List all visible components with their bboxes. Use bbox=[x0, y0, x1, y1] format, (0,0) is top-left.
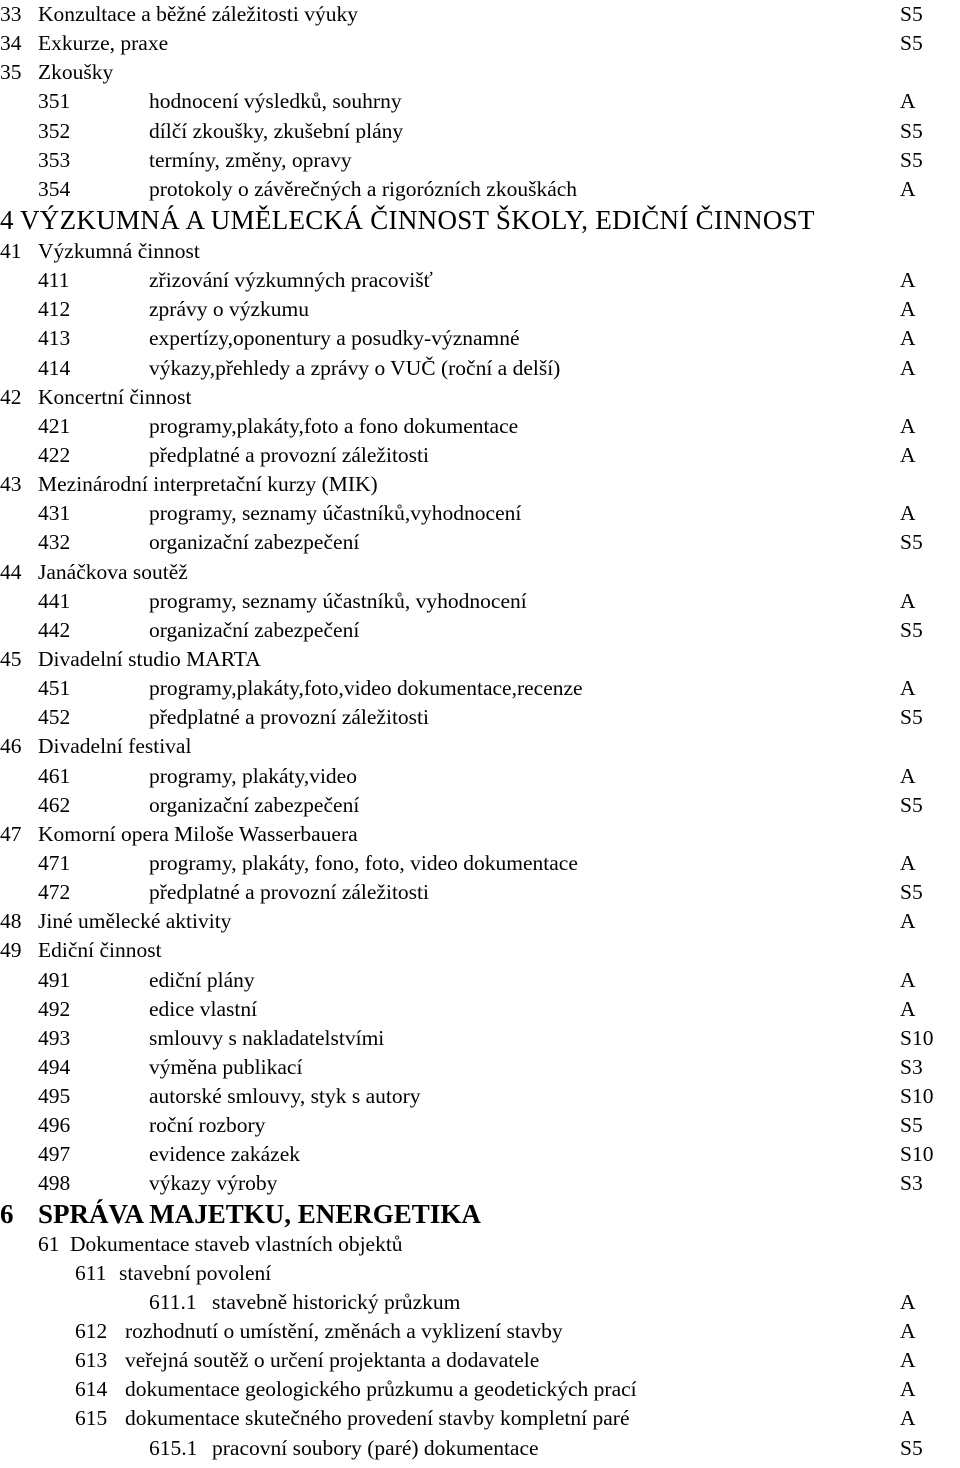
list-item bbox=[0, 878, 960, 907]
retention-code: A bbox=[900, 588, 916, 613]
retention-code: A bbox=[900, 442, 916, 467]
item-number: 49 bbox=[0, 938, 22, 963]
list-item bbox=[0, 791, 960, 820]
item-label: Jiné umělecké aktivity bbox=[38, 909, 232, 934]
list-item bbox=[0, 266, 960, 295]
item-label: organizační zabezpečení bbox=[149, 792, 360, 817]
list-item bbox=[0, 1346, 960, 1375]
group-row bbox=[0, 237, 960, 266]
list-item bbox=[0, 995, 960, 1024]
item-label: výměna publikací bbox=[149, 1054, 303, 1079]
list-item bbox=[0, 1053, 960, 1082]
item-number: 422 bbox=[38, 442, 71, 467]
item-number: 496 bbox=[38, 1113, 71, 1138]
item-number: 412 bbox=[38, 297, 71, 322]
item-number: 461 bbox=[38, 763, 71, 788]
item-label: Dokumentace staveb vlastních objektů bbox=[70, 1231, 403, 1256]
retention-code: A bbox=[900, 297, 916, 322]
list-item bbox=[0, 117, 960, 146]
retention-code: A bbox=[900, 501, 916, 526]
section-heading bbox=[0, 1199, 960, 1230]
item-label: termíny, změny, opravy bbox=[149, 147, 352, 172]
item-label: dílčí zkoušky, zkušební plány bbox=[149, 118, 404, 143]
item-number: 615 bbox=[75, 1406, 108, 1431]
item-label: organizační zabezpečení bbox=[149, 530, 360, 555]
item-number: 351 bbox=[38, 89, 71, 114]
item-label: výkazy,přehledy a zprávy o VUČ (roční a delší) bbox=[149, 355, 561, 380]
item-label: SPRÁVA MAJETKU, ENERGETIKA bbox=[38, 1198, 481, 1229]
retention-code: S5 bbox=[900, 705, 923, 730]
retention-code: S10 bbox=[900, 1025, 934, 1050]
item-label: evidence zakázek bbox=[149, 1142, 300, 1167]
item-label: stavebně historický průzkum bbox=[212, 1289, 461, 1314]
item-number: 354 bbox=[38, 176, 71, 201]
item-label: Exkurze, praxe bbox=[38, 31, 169, 56]
group-row bbox=[0, 470, 960, 499]
item-label: programy, seznamy účastníků, vyhodnocení bbox=[149, 588, 527, 613]
item-number: 614 bbox=[75, 1377, 108, 1402]
item-label: programy, seznamy účastníků,vyhodnocení bbox=[149, 501, 522, 526]
list-item bbox=[0, 1140, 960, 1169]
list-item bbox=[0, 1024, 960, 1053]
list-item bbox=[0, 295, 960, 324]
group-row bbox=[0, 383, 960, 412]
item-label: zprávy o výzkumu bbox=[149, 297, 310, 322]
list-item bbox=[0, 354, 960, 383]
list-item bbox=[0, 616, 960, 645]
item-label: veřejná soutěž o určení projektanta a dodavatele bbox=[125, 1348, 540, 1373]
list-item bbox=[0, 1404, 960, 1433]
item-label: programy,plakáty,foto,video dokumentace,recenze bbox=[149, 676, 583, 701]
list-item bbox=[0, 674, 960, 703]
item-number: 44 bbox=[0, 559, 22, 584]
item-label: protokoly o závěrečných a rigorózních zkouškách bbox=[149, 176, 578, 201]
retention-code: S5 bbox=[900, 617, 923, 642]
item-label: organizační zabezpečení bbox=[149, 617, 360, 642]
retention-code: S10 bbox=[900, 1142, 934, 1167]
group-row bbox=[0, 907, 960, 936]
list-item bbox=[0, 587, 960, 616]
item-number: 41 bbox=[0, 238, 22, 263]
list-item bbox=[0, 1375, 960, 1404]
retention-code: A bbox=[900, 1319, 916, 1344]
item-label: stavební povolení bbox=[119, 1260, 272, 1285]
item-number: 421 bbox=[38, 413, 71, 438]
retention-code: A bbox=[900, 268, 916, 293]
item-label: Konzultace a běžné záležitosti výuky bbox=[38, 2, 358, 26]
list-item bbox=[0, 499, 960, 528]
item-number: 353 bbox=[38, 147, 71, 172]
item-label: hodnocení výsledků, souhrny bbox=[149, 89, 402, 114]
retention-code: S5 bbox=[900, 1435, 923, 1460]
item-number: 33 bbox=[0, 2, 22, 26]
item-number: 498 bbox=[38, 1171, 71, 1196]
list-item bbox=[0, 441, 960, 470]
item-label: roční rozbory bbox=[149, 1113, 266, 1138]
group-row bbox=[0, 820, 960, 849]
retention-code: A bbox=[900, 326, 916, 351]
item-label: Ediční činnost bbox=[38, 938, 162, 963]
item-label: předplatné a provozní záležitosti bbox=[149, 880, 429, 905]
item-number: 613 bbox=[75, 1348, 108, 1373]
retention-code: S5 bbox=[900, 880, 923, 905]
retention-code: A bbox=[900, 909, 916, 934]
item-number: 431 bbox=[38, 501, 71, 526]
item-label: expertízy,oponentury a posudky-významné bbox=[149, 326, 520, 351]
item-number: 441 bbox=[38, 588, 71, 613]
item-number: 6 bbox=[0, 1198, 14, 1229]
retention-code: A bbox=[900, 1289, 916, 1314]
item-label: Koncertní činnost bbox=[38, 384, 192, 409]
item-label: výkazy výroby bbox=[149, 1171, 278, 1196]
item-number: 452 bbox=[38, 705, 71, 730]
list-item bbox=[0, 146, 960, 175]
list-item bbox=[0, 528, 960, 557]
group-row bbox=[0, 645, 960, 674]
item-label: Výzkumná činnost bbox=[38, 238, 200, 263]
item-label: Mezinárodní interpretační kurzy (MIK) bbox=[38, 472, 378, 497]
list-item bbox=[0, 412, 960, 441]
retention-code: A bbox=[900, 355, 916, 380]
retention-code: S3 bbox=[900, 1171, 923, 1196]
retention-code: A bbox=[900, 1406, 916, 1431]
item-number: 34 bbox=[0, 31, 22, 56]
list-item bbox=[0, 762, 960, 791]
retention-code: A bbox=[900, 763, 916, 788]
retention-code: A bbox=[900, 176, 916, 201]
group-row bbox=[0, 732, 960, 761]
item-label: předplatné a provozní záležitosti bbox=[149, 442, 429, 467]
item-label: pracovní soubory (paré) dokumentace bbox=[212, 1435, 539, 1460]
item-label: edice vlastní bbox=[149, 996, 258, 1021]
retention-code: S5 bbox=[900, 792, 923, 817]
item-label: Divadelní studio MARTA bbox=[38, 646, 261, 671]
group-row bbox=[0, 558, 960, 587]
item-number: 42 bbox=[0, 384, 22, 409]
list-item bbox=[0, 1259, 960, 1288]
retention-code: S3 bbox=[900, 1054, 923, 1079]
retention-code: A bbox=[900, 676, 916, 701]
item-label: programy, plakáty,video bbox=[149, 763, 357, 788]
item-label: dokumentace geologického průzkumu a geodetických prací bbox=[125, 1377, 637, 1402]
item-label: rozhodnutí o umístění, změnách a vyklizení stavby bbox=[125, 1319, 563, 1344]
item-label: VÝZKUMNÁ A UMĚLECKÁ ČINNOST ŠKOLY, EDIČNÍ ČINNOST bbox=[20, 204, 815, 235]
item-label: ediční plány bbox=[149, 967, 255, 992]
item-label: předplatné a provozní záležitosti bbox=[149, 705, 429, 730]
group-row bbox=[0, 29, 960, 58]
list-item bbox=[0, 703, 960, 732]
list-item bbox=[0, 1317, 960, 1346]
item-number: 497 bbox=[38, 1142, 71, 1167]
list-item bbox=[0, 324, 960, 353]
item-label: Divadelní festival bbox=[38, 734, 192, 759]
list-item bbox=[0, 849, 960, 878]
retention-code: A bbox=[900, 1377, 916, 1402]
item-label: smlouvy s nakladatelstvími bbox=[149, 1025, 385, 1050]
section-heading bbox=[0, 204, 960, 237]
item-number: 411 bbox=[38, 268, 70, 293]
item-number: 462 bbox=[38, 792, 71, 817]
retention-code: A bbox=[900, 996, 916, 1021]
retention-code: S5 bbox=[900, 147, 923, 172]
retention-code: S5 bbox=[900, 118, 923, 143]
item-number: 43 bbox=[0, 472, 22, 497]
item-number: 611 bbox=[75, 1260, 107, 1285]
list-item bbox=[0, 1082, 960, 1111]
retention-code: S5 bbox=[900, 2, 923, 26]
retention-code: S5 bbox=[900, 530, 923, 555]
item-number: 615.1 bbox=[149, 1435, 198, 1460]
item-label: programy, plakáty, fono, foto, video dokumentace bbox=[149, 850, 578, 875]
list-item bbox=[0, 1288, 960, 1317]
retention-code: S5 bbox=[900, 1113, 923, 1138]
item-label: zřizování výzkumných pracovišť bbox=[149, 268, 433, 293]
item-label: Zkoušky bbox=[38, 60, 114, 85]
item-number: 413 bbox=[38, 326, 71, 351]
retention-code: A bbox=[900, 89, 916, 114]
item-label: Janáčkova soutěž bbox=[38, 559, 188, 584]
item-number: 493 bbox=[38, 1025, 71, 1050]
item-number: 46 bbox=[0, 734, 22, 759]
item-number: 442 bbox=[38, 617, 71, 642]
retention-code: S10 bbox=[900, 1084, 934, 1109]
item-number: 35 bbox=[0, 60, 22, 85]
list-item bbox=[0, 1230, 960, 1259]
item-number: 48 bbox=[0, 909, 22, 934]
item-number: 414 bbox=[38, 355, 71, 380]
group-row bbox=[0, 936, 960, 965]
group-row bbox=[0, 0, 960, 29]
item-label: Komorní opera Miloše Wasserbauera bbox=[38, 821, 358, 846]
item-number: 352 bbox=[38, 118, 71, 143]
item-number: 61 bbox=[38, 1231, 60, 1256]
item-number: 472 bbox=[38, 880, 71, 905]
item-label: autorské smlouvy, styk s autory bbox=[149, 1084, 421, 1109]
item-number: 4 bbox=[0, 204, 14, 235]
list-item bbox=[0, 175, 960, 204]
item-number: 612 bbox=[75, 1319, 108, 1344]
retention-code: A bbox=[900, 1348, 916, 1373]
item-number: 491 bbox=[38, 967, 71, 992]
item-number: 495 bbox=[38, 1084, 71, 1109]
item-number: 45 bbox=[0, 646, 22, 671]
item-number: 471 bbox=[38, 850, 71, 875]
item-label: dokumentace skutečného provedení stavby kompletní paré bbox=[125, 1406, 630, 1431]
item-number: 611.1 bbox=[149, 1289, 197, 1314]
list-item bbox=[0, 966, 960, 995]
item-number: 432 bbox=[38, 530, 71, 555]
list-item bbox=[0, 1434, 960, 1463]
group-row bbox=[0, 58, 960, 87]
retention-code: A bbox=[900, 967, 916, 992]
item-number: 492 bbox=[38, 996, 71, 1021]
list-item bbox=[0, 87, 960, 116]
item-number: 451 bbox=[38, 676, 71, 701]
item-number: 47 bbox=[0, 821, 22, 846]
retention-code: S5 bbox=[900, 31, 923, 56]
list-item bbox=[0, 1111, 960, 1140]
retention-code: A bbox=[900, 850, 916, 875]
item-label: programy,plakáty,foto a fono dokumentace bbox=[149, 413, 519, 438]
retention-code: A bbox=[900, 413, 916, 438]
list-item bbox=[0, 1169, 960, 1198]
item-number: 494 bbox=[38, 1054, 71, 1079]
